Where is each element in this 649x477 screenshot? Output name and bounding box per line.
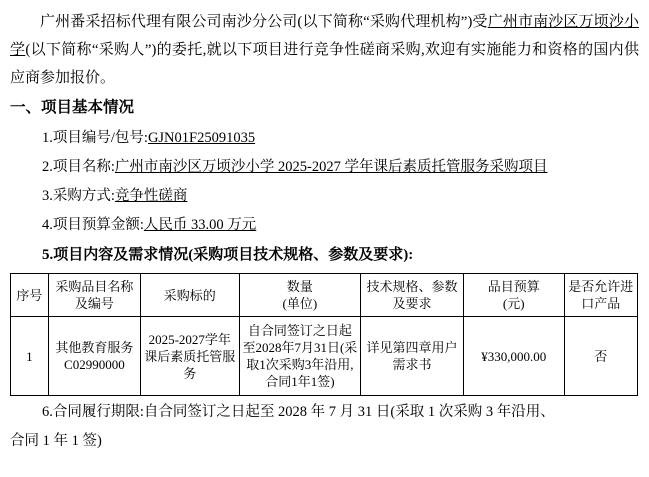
item-number: 1. — [42, 130, 53, 146]
table-header-quantity-line1: 数量 — [286, 279, 313, 294]
purchaser-name: 广州市南沙区万顷沙小学 — [10, 14, 639, 58]
intro-text-part1: 广州番采招标代理有限公司南沙分公司(以下简称“采购代理机构”)受 — [40, 14, 488, 30]
table-header-budget — [463, 274, 564, 317]
table-header-no: 序号 — [11, 274, 49, 317]
table-header-spec: 技术规格、参数及要求 — [361, 274, 464, 317]
list-item-procurement-method — [42, 182, 639, 211]
item-value-line2: 合同 1 年 1 签) — [10, 433, 102, 449]
cell-category: 其他教育服务C02990000 — [48, 317, 140, 396]
table-row — [11, 317, 638, 396]
item-label: 项目名称: — [52, 159, 115, 175]
table-header-quantity-line2: (单位) — [282, 296, 318, 311]
cell-spec: 详见第四章用户需求书 — [361, 317, 464, 396]
table-header-category: 采购品目名称及编号 — [48, 274, 140, 317]
list-item-budget — [42, 211, 639, 240]
item-label: 合同履行期限: — [52, 404, 144, 420]
list-item-contract-period — [42, 398, 639, 427]
item-label: 项目编号/包号: — [52, 130, 148, 146]
cell-no: 1 — [11, 317, 49, 396]
item-label: 采购方式: — [52, 188, 115, 204]
list-item-project-name — [42, 153, 639, 182]
intro-text-part2: (以下简称“采购人”)的委托,就以下项目进行竞争性磋商采购,欢迎有实施能力和资格的国内供应商参加报价。 — [10, 42, 639, 86]
section-heading-basic-info: 一、项目基本情况 — [10, 99, 135, 116]
item-value: GJN01F25091035 — [147, 130, 256, 146]
intro-paragraph — [10, 8, 639, 92]
item-number: 4. — [42, 217, 53, 233]
table-header-quantity — [239, 274, 361, 317]
table-header-budget-line1: 品目预算 — [487, 279, 540, 294]
item-value: 广州市南沙区万顷沙小学 2025-2027 学年课后素质托管服务采购项目 — [114, 159, 548, 175]
contract-period-continuation — [10, 427, 639, 456]
list-item-content-requirements: 5.项目内容及需求情况(采购项目技术规格、参数及要求): — [42, 247, 414, 263]
list-item-project-number — [42, 124, 639, 153]
table-header-budget-line2: (元) — [502, 296, 525, 311]
item-label: 项目预算金额: — [52, 217, 144, 233]
item-value: 竞争性磋商 — [114, 188, 188, 204]
item-number: 6. — [42, 404, 53, 420]
item-number: 3. — [42, 188, 53, 204]
table-header-import: 是否允许进口产品 — [564, 274, 637, 317]
table-header-row — [11, 274, 638, 317]
cell-import-allowed: 否 — [564, 317, 637, 396]
item-value: 人民币 33.00 万元 — [143, 217, 257, 233]
cell-quantity: 自合同签订之日起至2028年7月31日(采取1次采购3年沿用,合同1年1签) — [239, 317, 361, 396]
procurement-spec-table — [10, 273, 638, 396]
item-number: 2. — [42, 159, 53, 175]
item-value-line1: 自合同签订之日起至 2028 年 7 月 31 日(采取 1 次采购 3 年沿用、 — [143, 404, 555, 420]
cell-subject: 2025-2027学年课后素质托管服务 — [141, 317, 240, 396]
cell-budget: ¥330,000.00 — [463, 317, 564, 396]
table-header-subject: 采购标的 — [141, 274, 240, 317]
